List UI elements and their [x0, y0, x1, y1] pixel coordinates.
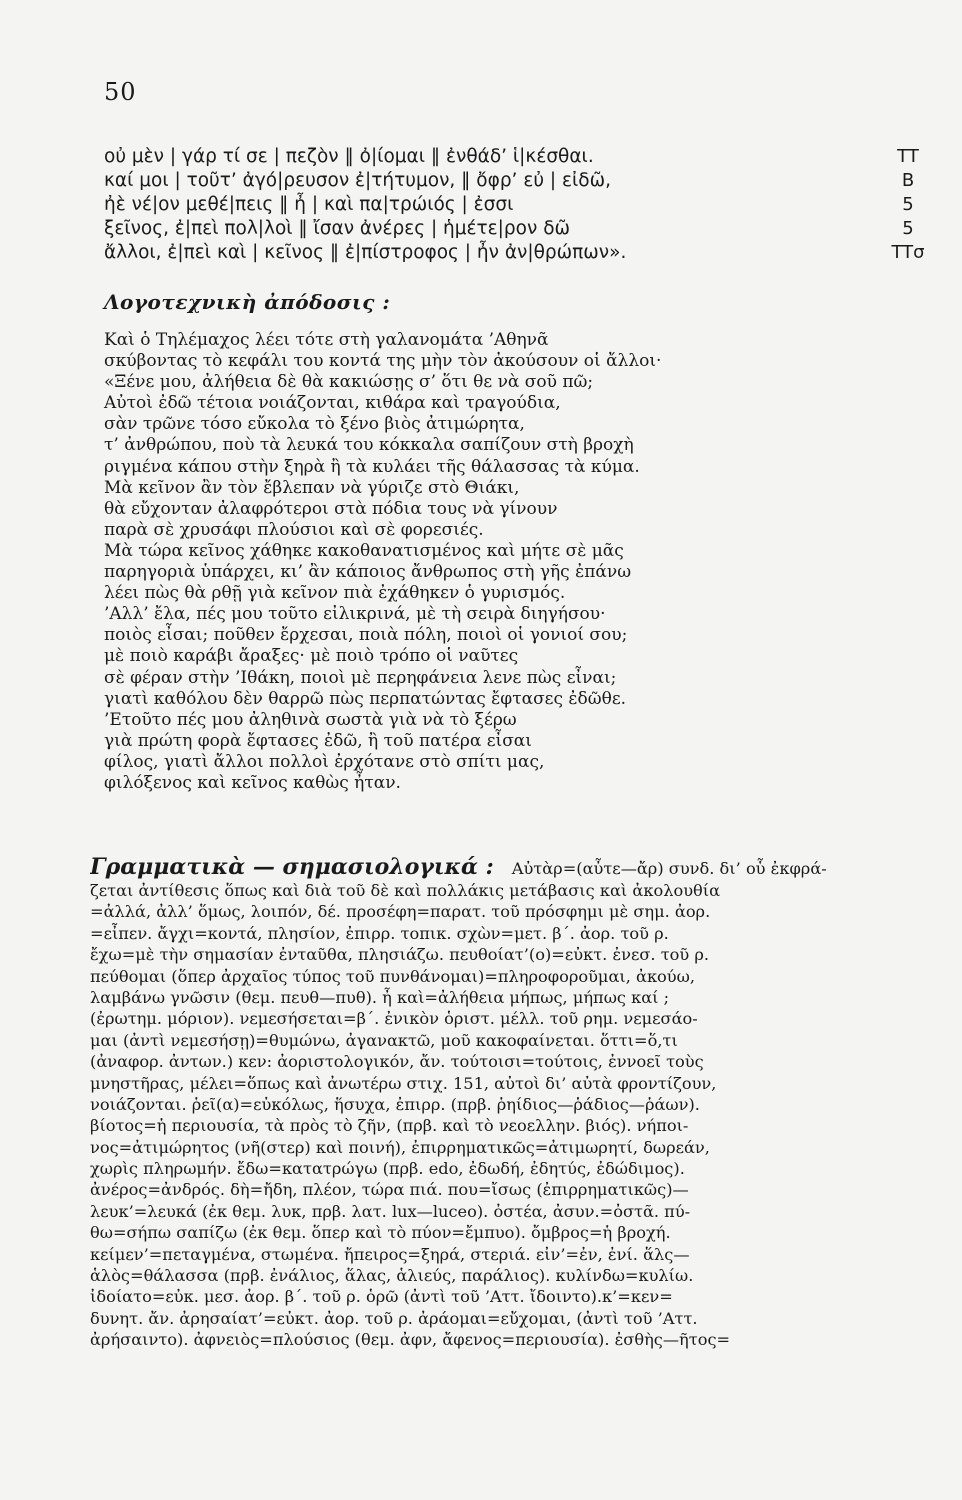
- verse-line: [104, 241, 924, 265]
- verse-block: [104, 145, 924, 265]
- translation-line: Μὰ κεῖνον ἂν τὸν ἔβλεπαν νὰ γύριζε στὸ Θιάκι,: [104, 477, 520, 498]
- notes-text: Αὐτὰρ=(αὖτε—ἄρ) συνδ. δι’ οὗ ἐκφρά-: [511, 859, 827, 878]
- translation-line: Μὰ τώρα κεῖνος χάθηκε κακοθανατισμένος καὶ μήτε σὲ μᾶς: [104, 540, 624, 561]
- section-heading: Λογοτεχνικὴ ἀπόδοσις :: [104, 290, 391, 314]
- verse-line: [104, 145, 924, 169]
- metric-marker: TTσ: [891, 242, 925, 263]
- translation-line: σὰν τρῶνε τόσο εὔκολα τὸ ξένο βιὸς ἀτιμώρητα,: [104, 414, 525, 435]
- translation-line: σὲ φέραν στὴν ’Ιθάκη, ποιοὶ μὲ περηφάνεια λενε πὼς εἶναι;: [104, 667, 617, 688]
- metric-marker: TT: [897, 146, 919, 167]
- notes-line: [90, 854, 924, 880]
- verse-line: [104, 169, 924, 193]
- notes-line: (ἐρωτημ. μόριον). νεμεσήσεται=β΄. ἐνικὸν ὁριστ. μέλλ. τοῦ ρημ. νεμεσάο-: [90, 1009, 698, 1029]
- page-number: 50: [104, 78, 137, 106]
- notes-line: θω=σήπω σαπίζω (ἐκ θεμ. ὅπερ καὶ τὸ πύον=ἔμπυο). ὄμβρος=ἡ βροχή.: [90, 1223, 671, 1243]
- notes-line: βίοτος=ἡ περιουσία, τὰ πρὸς τὸ ζῆν, (πρβ. καὶ τὸ νεοελλην. βιός). νήποι-: [90, 1116, 689, 1136]
- notes-line: λευκ’=λευκά (ἐκ θεμ. λυκ, πρβ. λατ. lux—luceo). ὀστέα, ἀσυν.=ὀστᾶ. πύ-: [90, 1201, 691, 1221]
- verse-text: ξεῖνος, ἐ|πεὶ πολ|λοὶ ‖ ἴσαν ἀνέρες | ἡμέτε|ρον δῶ: [104, 218, 571, 239]
- notes-line: ἀρήσαιντο). ἀφνειὸς=πλούσιος (θεμ. ἀφν, ἄφενος=περιουσία). ἐσθὴς—ῆτος=: [90, 1330, 731, 1350]
- verse-text: ἄλλοι, ἐ|πεὶ καὶ | κεῖνος ‖ ἐ|πίστροφος | ἦν ἀν|θρώπων».: [104, 242, 627, 263]
- notes-line: (ἀναφορ. ἀντων.) κεν: ἀοριστολογικόν, ἄν. τούτοισι=τούτοις, ἐννοεῖ τοὺς: [90, 1052, 704, 1072]
- notes-line: =εἶπεν. ἄγχι=κοντά, πλησίον, ἐπιρρ. τοπικ. σχὼν=μετ. β΄. ἀορ. τοῦ ρ.: [90, 923, 669, 943]
- notes-line: κείμεν’=πεταγμένα, στωμένα. ἤπειρος=ξηρά, στεριά. εἰν’=ἐν, ἐνί. ἅλς—: [90, 1244, 690, 1264]
- metric-marker: 5: [902, 218, 914, 239]
- translation-line: Καὶ ὁ Τηλέμαχος λέει τότε στὴ γαλανομάτα ’Αθηνᾶ: [104, 330, 549, 350]
- metric-marker: Β: [901, 170, 915, 191]
- translation-line: ’Αλλ’ ἔλα, πές μου τοῦτο εἰλικρινά, μὲ τὴ σειρὰ διηγήσου·: [104, 604, 606, 625]
- notes-line: ἀνέρος=ἀνδρός. δὴ=ἤδη, πλέον, τώρα πιά. που=ἴσως (ἐπιρρηματικῶς)—: [90, 1180, 689, 1200]
- translation-line: γιὰ πρώτη φορὰ ἔφτασες ἐδῶ, ἢ τοῦ πατέρα εἶσαι: [104, 730, 532, 751]
- notes-line: ἰδοίατο=εὐκ. μεσ. ἀορ. β΄. τοῦ ρ. ὁρῶ (ἀντὶ τοῦ ’Αττ. ἴδοιντο).κ’=κεν=: [90, 1287, 673, 1307]
- translation-line: γιατὶ καθόλου δὲν θαρρῶ πὼς περπατώντας ἔφτασες ἐδῶθε.: [104, 688, 627, 709]
- translation-line: μὲ ποιὸ καράβι ἄραξες· μὲ ποιὸ τρόπο οἱ ναῦτες: [104, 646, 519, 667]
- notes-line: =ἀλλά, ἀλλ’ ὅμως, λοιπόν, δέ. προσέφη=παρατ. τοῦ πρόσφημι μὲ σημ. ἀορ.: [90, 902, 711, 922]
- translation-line: λέει πὼς θὰ ρθῇ γιὰ κεῖνον πιὰ ἐχάθηκεν ὁ γυρισμός.: [104, 583, 566, 604]
- translation-line: παρηγοριὰ ὑπάρχει, κι’ ἂν κάποιος ἄνθρωπος στὴ γῆς ἐπάνω: [104, 562, 632, 583]
- verse-line: [104, 193, 924, 217]
- notes-line: μνηστῆρας, μέλει=ὅπως καὶ ἀνωτέρω στιχ. 151, αὐτοὶ δι’ αὐτὰ φροντίζουν,: [90, 1073, 717, 1093]
- verse-text: οὐ μὲν | γάρ τί σε | πεζὸν ‖ ὀ|ίομαι ‖ ἐνθάδ’ ἱ|κέσθαι.: [104, 146, 594, 167]
- translation-line: ’Ετοῦτο πές μου ἀληθινὰ σωστὰ γιὰ νὰ τὸ ξέρω: [104, 709, 517, 730]
- notes-block: [90, 854, 924, 1351]
- translation-line: παρὰ σὲ χρυσάφι πλούσιοι καὶ σὲ φορεσιές.: [104, 519, 484, 540]
- verse-text: καί μοι | τοῦτ’ ἀγό|ρευσον ἐ|τήτυμον, ‖ ὄφρ’ εὐ | εἰδῶ,: [104, 170, 611, 191]
- verse-line: [104, 217, 924, 241]
- translation-line: φιλόξενος καὶ κεῖνος καθὼς ἦταν.: [104, 772, 401, 793]
- translation-line: θὰ εὔχονταν ἀλαφρότεροι στὰ πόδια τους νὰ γίνουν: [104, 498, 558, 519]
- notes-line: νοιάζονται. ῥεῖ(α)=εὐκόλως, ἥσυχα, ἐπιρρ. (πρβ. ῥηίδιος—ῥάδιος—ῥάων).: [90, 1094, 700, 1114]
- verse-text: ἠὲ νέ|ον μεθέ|πεις ‖ ἦ | καὶ πα|τρώιός | ἐσσι: [104, 194, 514, 215]
- notes-line: πεύθομαι (ὅπερ ἀρχαῖος τύπος τοῦ πυνθάνομαι)=πληροφοροῦμαι, ἀκούω,: [90, 966, 695, 986]
- translation-line: ποιὸς εἶσαι; ποῦθεν ἔρχεσαι, ποιὰ πόλη, ποιοὶ οἱ γονιοί σου;: [104, 625, 628, 646]
- notes-line: ἁλὸς=θάλασσα (πρβ. ἐνάλιος, ἅλας, ἁλιεύς, παράλιος). κυλίνδω=κυλίω.: [90, 1266, 694, 1286]
- notes-line: μαι (ἀντὶ νεμεσήσῃ)=θυμώνω, ἀγανακτῶ, μοῦ κακοφαίνεται. ὅττι=ὅ,τι: [90, 1030, 678, 1050]
- translation-line: φίλος, γιατὶ ἄλλοι πολλοὶ ἐρχότανε στὸ σπίτι μας,: [104, 751, 545, 772]
- notes-line: λαμβάνω γνῶσιν (θεμ. πευθ—πυθ). ἦ καὶ=ἀλήθεια μήπως, μήπως καί ;: [90, 987, 670, 1007]
- translation-line: «Ξένε μου, ἀλήθεια δὲ θὰ κακιώσῃς σ’ ὅτι θε νὰ σοῦ πῶ;: [104, 372, 594, 393]
- translation-line: σκύβοντας τὸ κεφάλι του κοντά της μὴν τὸν ἀκούσουν οἱ ἄλλοι·: [104, 351, 662, 372]
- metric-marker: 5: [902, 194, 914, 215]
- translation-line: Αὐτοὶ ἐδῶ τέτοια νοιάζονται, κιθάρα καὶ τραγούδια,: [104, 393, 561, 414]
- notes-line: δυνητ. ἄν. ἀρησαίατ’=εὐκτ. ἀορ. τοῦ ρ. ἀράομαι=εὔχομαι, (ἀντὶ τοῦ ’Αττ.: [90, 1308, 698, 1328]
- notes-line: ἔχω=μὲ τὴν σημασίαν ἐνταῦθα, πλησιάζω. πευθοίατ’(ο)=εὐκτ. ἐνεσ. τοῦ ρ.: [90, 945, 710, 965]
- notes-line: χωρὶς πληρωμήν. ἔδω=κατατρώγω (πρβ. edo, ἐδωδή, ἐδητύς, ἐδώδιμος).: [90, 1159, 685, 1179]
- notes-heading: Γραμματικὰ — σημασιολογικά :: [90, 854, 494, 880]
- translation-line: τ’ ἀνθρώπου, ποὺ τὰ λευκά του κόκκαλα σαπίζουν στὴ βροχὴ: [104, 435, 634, 456]
- translation-line: ριγμένα κάπου στὴν ξηρὰ ἢ τὰ κυλάει τῆς θάλασσας τὰ κύμα.: [104, 456, 640, 477]
- translation-block: [104, 330, 924, 794]
- notes-line: νος=ἀτιμώρητος (νῆ(στερ) καὶ ποινή), ἐπιρρηματικῶς=ἀτιμωρητί, δωρεάν,: [90, 1137, 710, 1157]
- notes-line: ζεται ἀντίθεσις ὅπως καὶ διὰ τοῦ δὲ καὶ πολλάκις μετάβασις καὶ ἀκολουθία: [90, 881, 721, 900]
